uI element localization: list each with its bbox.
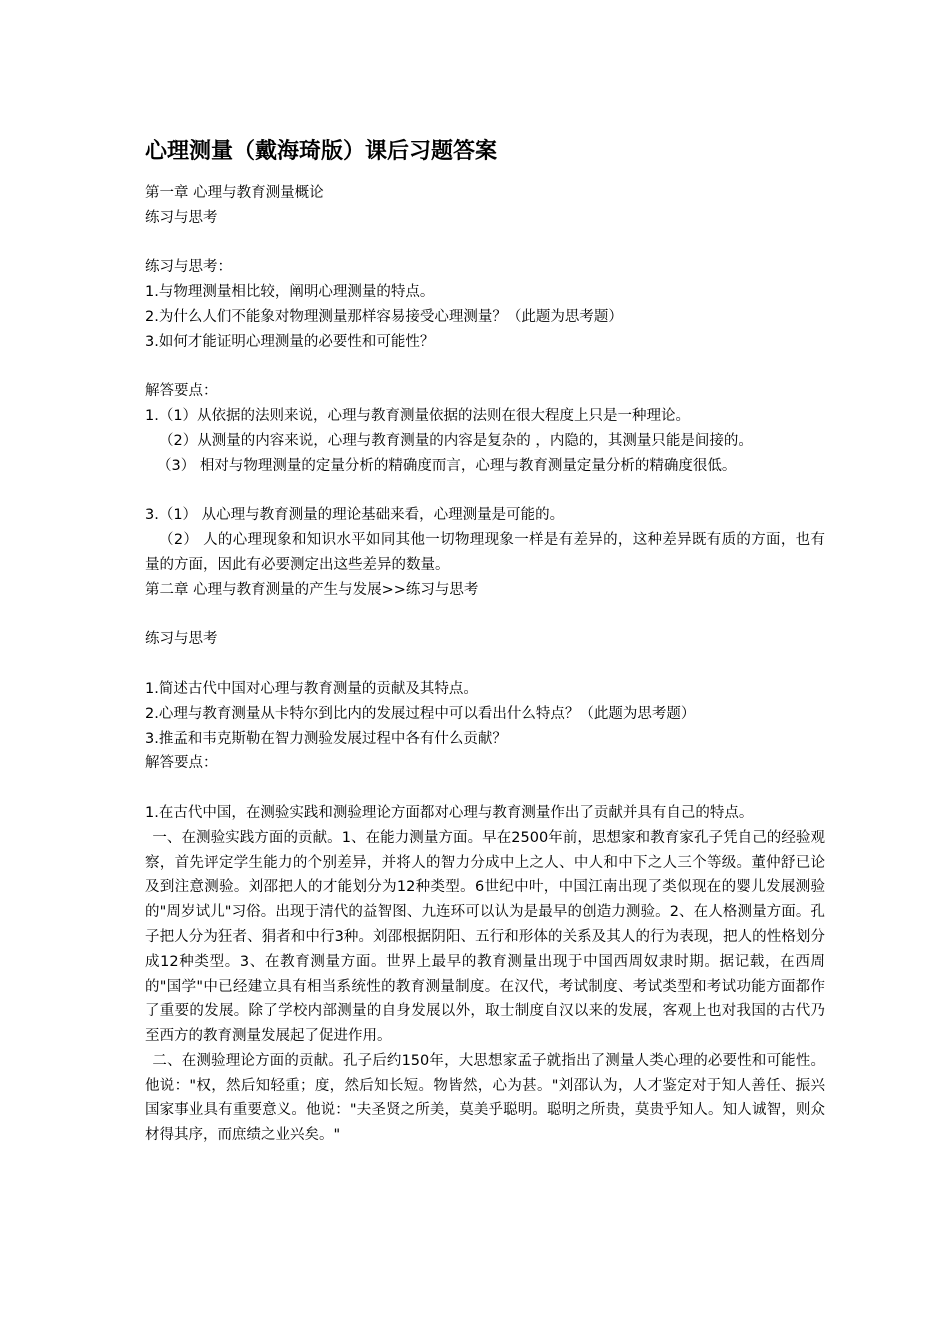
spacer	[145, 479, 825, 504]
spacer	[145, 231, 825, 256]
document-title: 心理测量（戴海琦版）课后习题答案	[145, 139, 498, 164]
chapter1-answer-3-point-2-text: （2） 人的心理现象和知识水平如同其他一切物理现象一样是有差异的，这种差异既有质的方面，也有量的方面，因此有必要测定出这些差异的数量。	[145, 532, 825, 573]
chapter1-question-2: 2.为什么人们不能象对物理测量那样容易接受心理测量？（此题为思考题）	[145, 308, 623, 325]
chapter2-question-3: 3.推孟和韦克斯勒在智力测验发展过程中各有什么贡献？	[145, 730, 507, 747]
chapter1-answer-1-point-3: （3） 相对与物理测量的定量分析的精确度而言，心理与教育测量定量分析的精确度很低。	[157, 457, 737, 474]
chapter1-question-3: 3.如何才能证明心理测量的必要性和可能性？	[145, 333, 435, 350]
chapter2-subheading: 练习与思考	[145, 631, 218, 648]
chapter2-answer-1-part-1	[145, 826, 825, 1049]
document-page	[145, 135, 825, 1148]
chapter1-answer-3-point-1: 3.（1） 从心理与教育测量的理论基础来看，心理测量是可能的。	[145, 507, 565, 524]
chapter1-answers-label: 解答要点：	[145, 383, 218, 400]
chapter1-subheading: 练习与思考	[145, 209, 218, 226]
spacer	[145, 776, 825, 801]
chapter2-answer-1-intro: 1.在古代中国，在测验实践和测验理论方面都对心理与教育测量作出了贡献并具有自己的特点。	[145, 804, 754, 821]
chapter2-answer-1-part-2	[145, 1049, 825, 1148]
chapter1-answer-1-point-2: （2）从测量的内容来说，心理与教育测量的内容是复杂的 ，内隐的，其测量只能是间接的。	[159, 432, 753, 449]
chapter1-heading: 第一章 心理与教育测量概论	[145, 185, 324, 201]
chapter2-answers-label: 解答要点：	[145, 755, 218, 772]
chapter1-answer-3-point-2	[145, 528, 825, 578]
spacer	[145, 603, 825, 628]
spacer	[145, 355, 825, 380]
chapter2-answer-1-part-1-text: 一、在测验实践方面的贡献。1、在能力测量方面。早在2500年前，思想家和教育家孔子凭自己的经验观察，首先评定学生能力的个别差异，并将人的智力分成中上之人、中人和中下之人三个等级。董仲舒已论及到注意测验。刘邵把人的才能划分为12种类型。6世纪中叶，中国江南出现了类似现在的婴儿发展测验的"周岁试儿"习俗。出现于清代的益智图、九连环可以认为是最早的创造力测验。2、在人格测量方面。孔子把人分为狂者、狷者和中行3种。刘邵根据阴阳、五行和形体的关系及其人的行为表现，把人的性格划分成12种类型。3、在教育测量方面。世界上最早的教育测量出现于中国西周奴隶时期。据记载，在西周的"国学"中已经建立具有相当系统性的教育测量制度。在汉代，考试制度、考试类型和考试功能方面都作了重要的发展。除了学校内部测量的自身发展以外，取士制度自汉以来的发展，客观上也对我国的古代乃至西方的教育测量发展起了促进作用。	[145, 829, 825, 1045]
chapter1-questions-label: 练习与思考：	[145, 259, 232, 276]
chapter2-question-1: 1.简述古代中国对心理与教育测量的贡献及其特点。	[145, 680, 478, 697]
chapter2-question-2: 2.心理与教育测量从卡特尔到比内的发展过程中可以看出什么特点？（此题为思考题）	[145, 705, 696, 722]
chapter1-answer-1-point-1: 1.（1）从依据的法则来说，心理与教育测量依据的法则在很大程度上只是一种理论。	[145, 408, 691, 425]
chapter1-question-1: 1.与物理测量相比较，阐明心理测量的特点。	[145, 284, 435, 301]
spacer	[145, 652, 825, 677]
chapter2-answer-1-part-2-text: 二、在测验理论方面的贡献。孔子后约150年，大思想家孟子就指出了测量人类心理的必要性和可能性。他说："权，然后知轻重；度，然后知长短。物皆然，心为甚。"刘邵认为，人才鉴定对于知人善任、振兴国家事业具有重要意义。他说："夫圣贤之所美，莫美乎聪明。聪明之所贵，莫贵乎知人。知人诚智，则众材得其序，而庶绩之业兴矣。"	[145, 1052, 825, 1144]
chapter2-heading: 第二章 心理与教育测量的产生与发展>>练习与思考	[145, 581, 479, 598]
